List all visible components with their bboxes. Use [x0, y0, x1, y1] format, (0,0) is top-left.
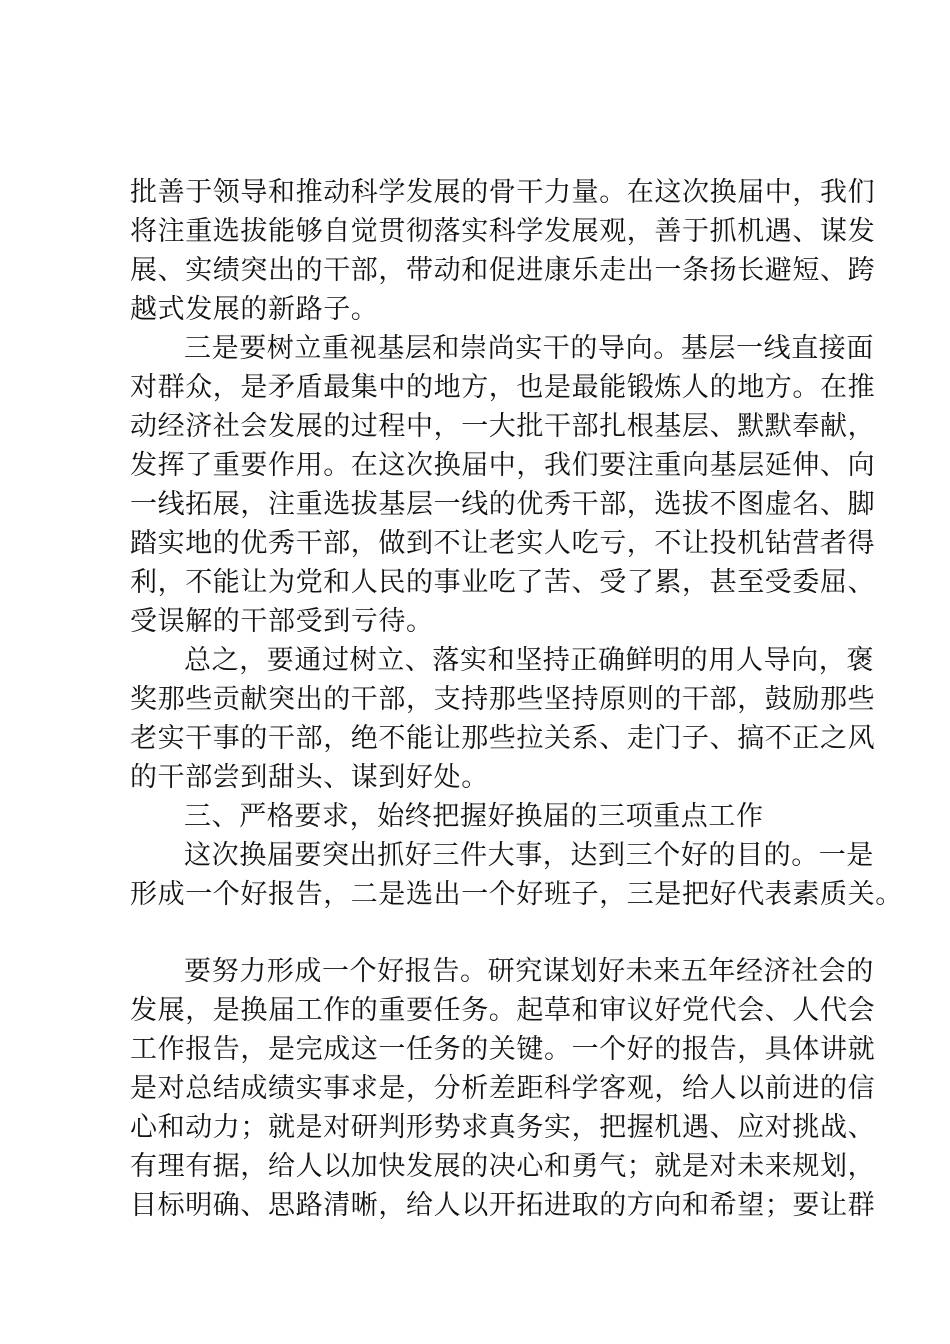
- paragraph-line: 的干部尝到甜头、谋到好处。: [130, 762, 489, 793]
- paragraph-line: 发展，是换届工作的重要任务。起草和审议好党代会、人代会: [130, 995, 876, 1026]
- paragraph-line: 奖那些贡献突出的干部，支持那些坚持原则的干部，鼓励那些: [130, 684, 876, 715]
- paragraph-line: 受误解的干部受到亏待。: [130, 606, 434, 637]
- paragraph-line: 心和动力；就是对研判形势求真务实，把握机遇、应对挑战、: [130, 1112, 876, 1143]
- paragraph-line: 是对总结成绩实事求是，分析差距科学客观，给人以前进的信: [130, 1073, 876, 1104]
- paragraph-line: 踏实地的优秀干部，做到不让老实人吃亏，不让投机钻营者得: [130, 528, 876, 559]
- paragraph-line: 这次换届要突出抓好三件大事，达到三个好的目的。一是: [184, 840, 874, 871]
- paragraph-line: 总之，要通过树立、落实和坚持正确鲜明的用人导向，褒: [184, 645, 874, 676]
- paragraph-line: 有理有据，给人以加快发展的决心和勇气；就是对未来规划，: [130, 1151, 876, 1182]
- paragraph-line: 批善于领导和推动科学发展的骨干力量。在这次换届中，我们: [130, 177, 876, 208]
- paragraph-line: 利，不能让为党和人民的事业吃了苦、受了累，甚至受委屈、: [130, 567, 876, 598]
- paragraph-line: 对群众，是矛盾最集中的地方，也是最能锻炼人的地方。在推: [130, 372, 876, 403]
- paragraph-line: 一线拓展，注重选拔基层一线的优秀干部，选拔不图虚名、脚: [130, 489, 876, 520]
- paragraph-line: 老实干事的干部，绝不能让那些拉关系、走门子、搞不正之风: [130, 723, 876, 754]
- paragraph-line: 发挥了重要作用。在这次换届中，我们要注重向基层延伸、向: [130, 450, 876, 481]
- paragraph-line: 形成一个好报告，二是选出一个好班子，三是把好代表素质关。: [130, 879, 903, 910]
- paragraph-line: 将注重选拔能够自觉贯彻落实科学发展观，善于抓机遇、谋发: [130, 216, 876, 247]
- paragraph-line: 工作报告，是完成这一任务的关键。一个好的报告，具体讲就: [130, 1034, 876, 1065]
- paragraph-line: 展、实绩突出的干部，带动和促进康乐走出一条扬长避短、跨: [130, 255, 876, 286]
- paragraph-line: 动经济社会发展的过程中，一大批干部扎根基层、默默奉献，: [130, 411, 876, 442]
- paragraph-line: 目标明确、思路清晰，给人以开拓进取的方向和希望；要让群: [130, 1190, 876, 1221]
- section-heading: 三、严格要求，始终把握好换届的三项重点工作: [184, 801, 764, 832]
- paragraph-line: 要努力形成一个好报告。研究谋划好未来五年经济社会的: [184, 956, 874, 987]
- paragraph-line: 三是要树立重视基层和崇尚实干的导向。基层一线直接面: [184, 333, 874, 364]
- paragraph-line: 越式发展的新路子。: [130, 294, 379, 325]
